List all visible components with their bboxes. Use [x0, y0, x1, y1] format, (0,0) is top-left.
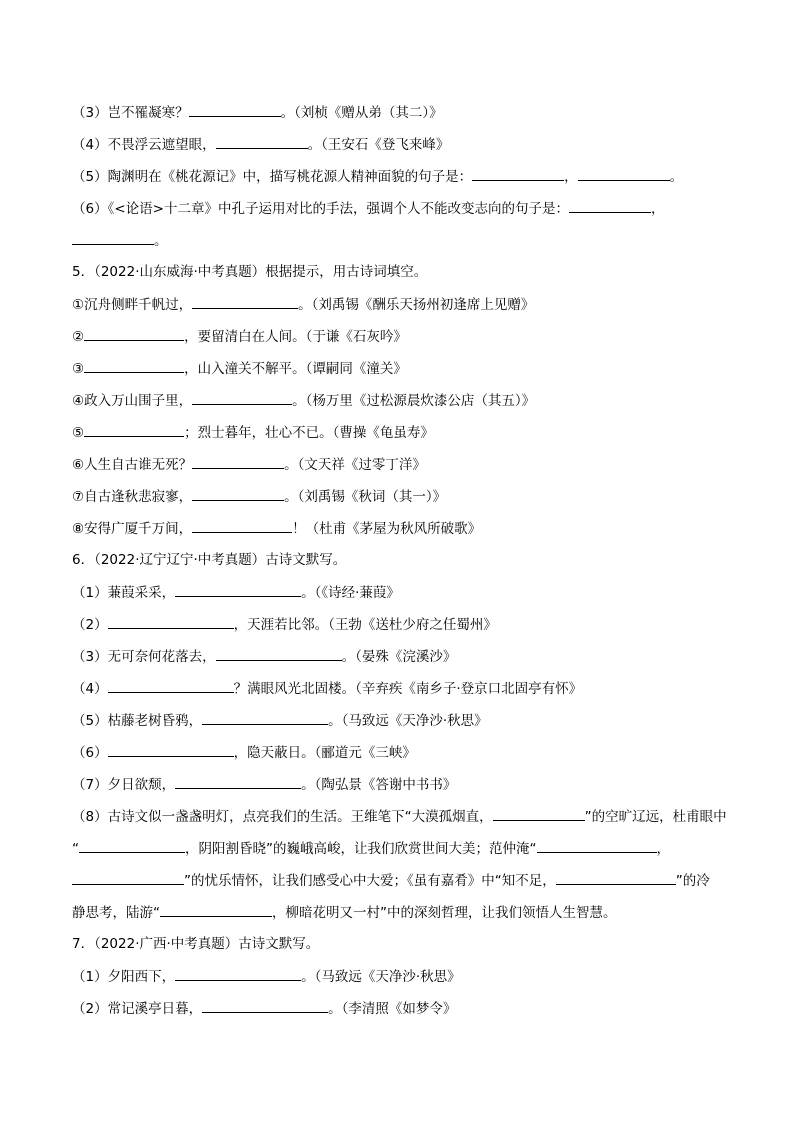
text-line: ⑥人生自古谁无死？ 。（文天祥《过零丁洋》 [72, 454, 734, 474]
text-line: （6）《<论语>十二章》中孔子运用对比的手法，强调个人不能改变志向的句子是： ， [72, 198, 734, 218]
answer-blank[interactable] [72, 870, 184, 885]
text-line: （5）陶渊明在《桃花源记》中，描写桃花源人精神面貌的句子是： ， 。 [72, 166, 734, 186]
answer-blank[interactable] [175, 582, 301, 597]
text-line: （1）蒹葭采采， 。（《诗经·蒹葭》 [72, 582, 734, 602]
answer-blank[interactable] [84, 422, 184, 437]
text-line: ④政入万山围子里， 。（杨万里《过松源晨炊漆公店（其五）》 [72, 390, 734, 410]
text-line: （8）古诗文似一盏盏明灯，点亮我们的生活。王维笔下“大漠孤烟直， ”的空旷辽远，杜甫眼中 [72, 806, 734, 826]
question-heading: 5．（2022·山东威海·中考真题）根据提示，用古诗词填空。 [72, 264, 428, 280]
answer-blank[interactable] [79, 838, 185, 853]
answer-blank[interactable] [84, 326, 184, 341]
answer-blank[interactable] [569, 198, 651, 213]
answer-blank[interactable] [578, 166, 670, 181]
text-line: ⑤ ；烈士暮年，壮心不已。（曹操《龟虽寿》 [72, 422, 734, 442]
text-line: （3）岂不罹凝寒？ 。（刘桢《赠从弟（其二）》 [72, 102, 734, 122]
text-line: ①沉舟侧畔千帆过， 。（刘禹锡《酬乐天扬州初逢席上见赠》 [72, 294, 734, 314]
answer-blank[interactable] [472, 166, 564, 181]
answer-blank[interactable] [537, 838, 657, 853]
answer-blank[interactable] [192, 486, 284, 501]
text-line: “ ，阴阳割昏晓”的巍峨高峻，让我们欣赏世间大美；范仲淹“ ， [72, 838, 734, 858]
text-line: （6） ，隐天蔽日。（郦道元《三峡》 [72, 742, 734, 762]
text-line: （1）夕阳西下， 。（马致远《天净沙·秋思》 [72, 966, 734, 986]
text-line: ”的忧乐情怀，让我们感受心中大爱；《虽有嘉肴》中“知不足， ”的冷 [72, 870, 734, 890]
text-line: （2）常记溪亭日暮， 。（李清照《如梦令》 [72, 998, 734, 1018]
answer-blank[interactable] [202, 998, 328, 1013]
answer-blank[interactable] [192, 454, 284, 469]
text-line: ② ，要留清白在人间。（于谦《石灰吟》 [72, 326, 734, 346]
answer-blank[interactable] [202, 710, 328, 725]
text-line: （5）枯藤老树昏鸦， 。（马致远《天净沙·秋思》 [72, 710, 734, 730]
text-line: （4）不畏浮云遮望眼， 。（王安石《登飞来峰》 [72, 134, 734, 154]
answer-blank[interactable] [175, 774, 301, 789]
answer-blank[interactable] [192, 294, 298, 309]
answer-blank[interactable] [192, 390, 292, 405]
answer-blank[interactable] [175, 966, 301, 981]
text-line: （4） ？满眼风光北固楼。（辛弃疾《南乡子·登京口北固亭有怀》 [72, 678, 734, 698]
text-line: ⑧安得广厦千万间， ！（杜甫《茅屋为秋风所破歌》 [72, 518, 734, 538]
answer-blank[interactable] [108, 742, 234, 757]
text-line: ③ ，山入潼关不解平。（谭嗣同《潼关》 [72, 358, 734, 378]
text-line: （2） ，天涯若比邻。（王勃《送杜少府之任蜀州》 [72, 614, 734, 634]
answer-blank[interactable] [493, 806, 585, 821]
answer-blank[interactable] [216, 646, 342, 661]
text-line: 静思考，陆游“ ，柳暗花明又一村”中的深刻哲理，让我们领悟人生智慧。 [72, 902, 734, 922]
question-heading: 7．（2022·广西·中考真题）古诗文默写。 [72, 936, 320, 952]
text-line: （3）无可奈何花落去， 。（晏殊《浣溪沙》 [72, 646, 734, 666]
answer-blank[interactable] [108, 678, 234, 693]
answer-blank[interactable] [160, 902, 272, 917]
text-line: 。 [72, 230, 734, 250]
answer-blank[interactable] [84, 358, 184, 373]
answer-blank[interactable] [192, 518, 292, 533]
answer-blank[interactable] [216, 134, 308, 149]
answer-blank[interactable] [556, 870, 676, 885]
text-line: （7）夕日欲颓， 。（陶弘景《答谢中书书》 [72, 774, 734, 794]
text-line: ⑦自古逢秋悲寂寥， 。（刘禹锡《秋词（其一）》 [72, 486, 734, 506]
answer-blank[interactable] [189, 102, 281, 117]
question-heading: 6．（2022·辽宁辽宁·中考真题）古诗文默写。 [72, 552, 347, 568]
answer-blank[interactable] [72, 230, 154, 245]
answer-blank[interactable] [108, 614, 234, 629]
